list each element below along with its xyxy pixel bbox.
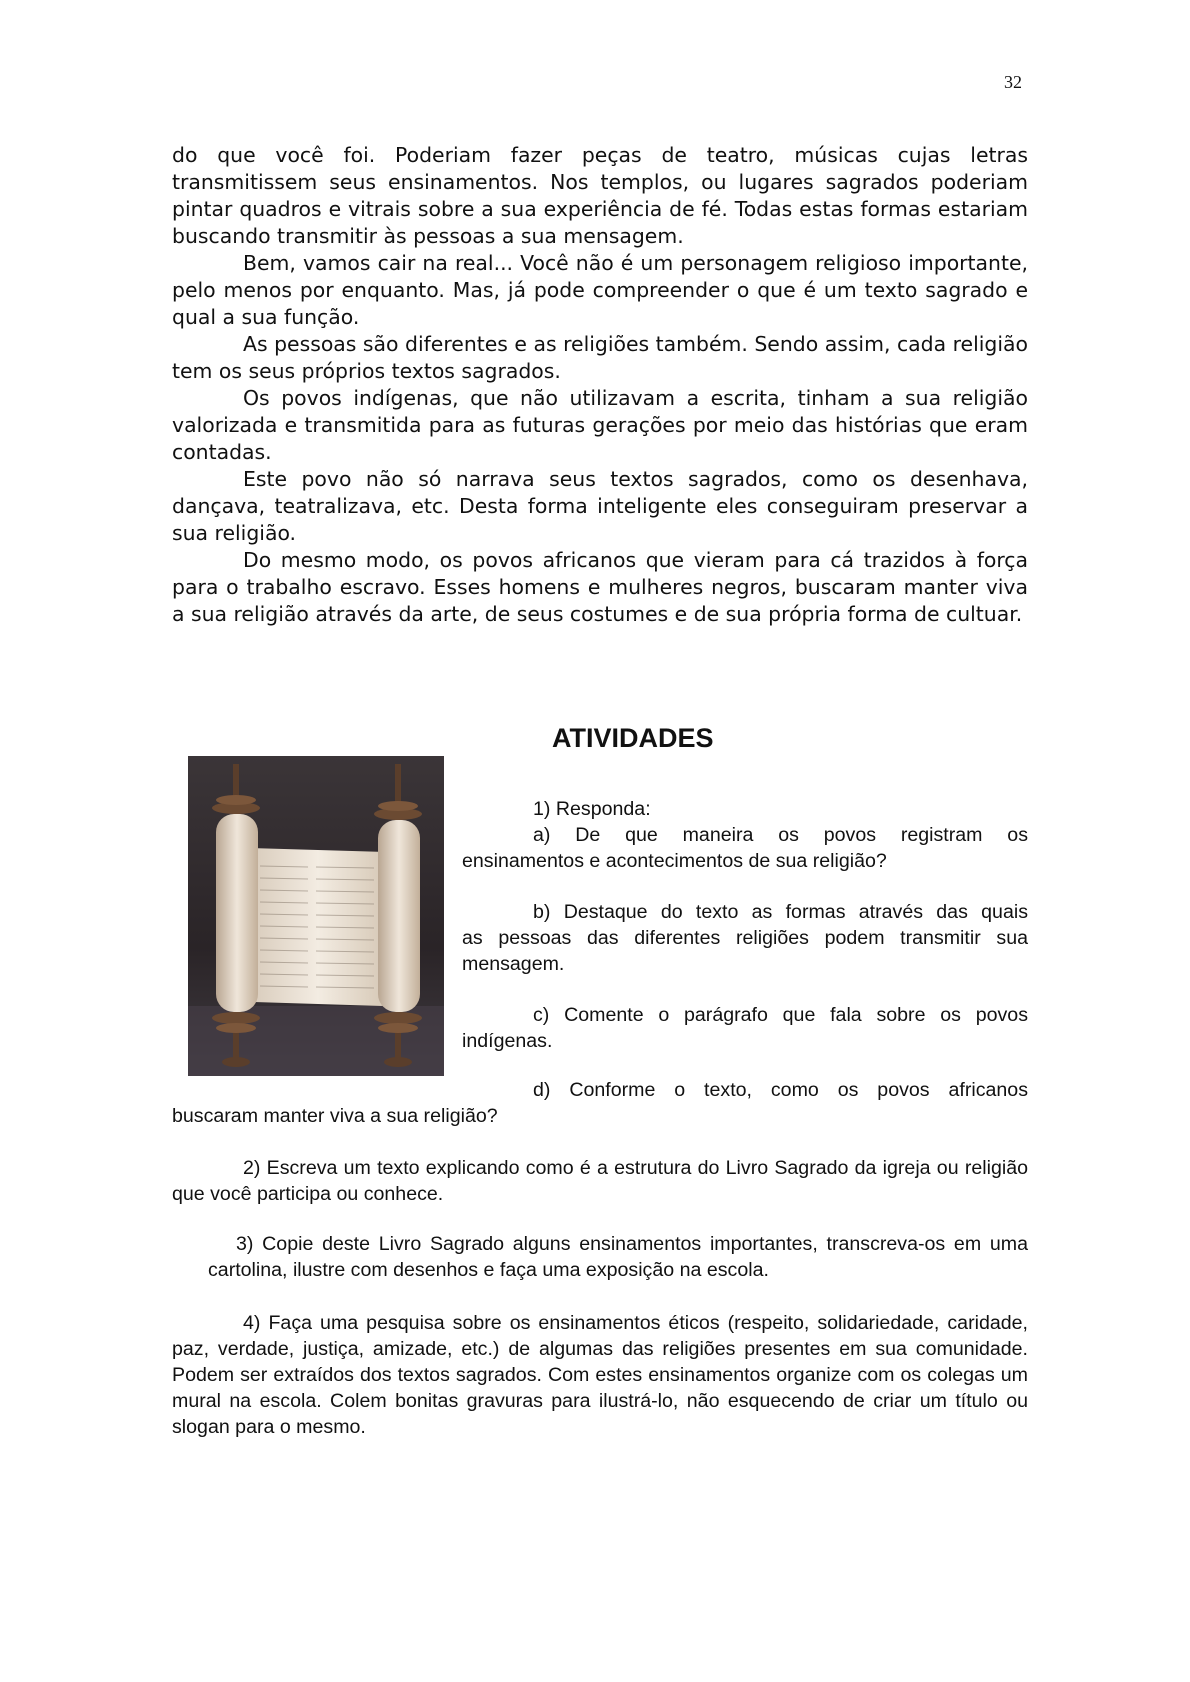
intro-paragraph-5: Este povo não só narrava seus textos sagrados, como os desenhava, dançava, teatralizava, etc. Desta forma inteligente eles conseguiram preservar a sua religião.	[172, 467, 1028, 545]
question-1a-head: a) De que maneira os povos registram os	[533, 824, 1028, 846]
question-4-text: 4) Faça uma pesquisa sobre os ensinamentos éticos (respeito, solidariedade, caridade, paz, verdade, justiça, amizade, etc.) de algumas das religiões presentes em sua comunidade. Podem ser extraídos dos textos sagrados. Com estes ensinamentos organize com os colegas um mural na escola. Colem bonitas gravuras para ilustrá-lo, não esquecendo de criar um título ou slogan para o mesmo.	[172, 1312, 1028, 1438]
question-1c-head: c) Comente o parágrafo que fala sobre os povos	[533, 1004, 1028, 1026]
intro-text	[172, 142, 1028, 628]
question-1c	[462, 1002, 1028, 1054]
question-1b-tail: as pessoas das diferentes religiões podem transmitir sua mensagem.	[462, 927, 1028, 975]
question-1d-head: d) Conforme o texto, como os povos africanos	[533, 1079, 1028, 1101]
question-3	[208, 1231, 1028, 1283]
question-1-lead: 1) Responda:	[533, 798, 651, 820]
intro-paragraph-4: Os povos indígenas, que não utilizavam a escrita, tinham a sua religião valorizada e transmitida para as futuras gerações por meio das histórias que eram contadas.	[172, 386, 1028, 464]
activities-title: ATIVIDADES	[552, 723, 714, 753]
page-number: 32	[1004, 72, 1022, 92]
intro-paragraph-1: do que você foi. Poderiam fazer peças de teatro, músicas cujas letras transmitissem seus ensinamentos. Nos templos, ou lugares sagrados poderiam pintar quadros e vitrais sobre a sua experiência de fé. Todas estas formas estariam buscando transmitir às pessoas a sua mensagem.	[172, 143, 1028, 248]
question-2-text: 2) Escreva um texto explicando como é a estrutura do Livro Sagrado da igreja ou religião que você participa ou conhece.	[172, 1157, 1028, 1205]
question-1d-head-wrap	[533, 1077, 1028, 1103]
intro-paragraph-3: As pessoas são diferentes e as religiões também. Sendo assim, cada religião tem os seus próprios textos sagrados.	[172, 332, 1028, 383]
intro-paragraph-2: Bem, vamos cair na real... Você não é um personagem religioso importante, pelo menos por enquanto. Mas, já pode compreender o que é um texto sagrado e qual a sua função.	[172, 251, 1028, 329]
intro-paragraph-6: Do mesmo modo, os povos africanos que vieram para cá trazidos à força para o trabalho escravo. Esses homens e mulheres negros, buscaram manter viva a sua religião através da arte, de seus costumes e de sua própria forma de cultuar.	[172, 548, 1028, 626]
question-1d-tail: buscaram manter viva a sua religião?	[172, 1105, 498, 1127]
question-1b-head: b) Destaque do texto as formas através das quais	[533, 901, 1028, 923]
question-1b	[462, 899, 1028, 977]
question-1c-tail: indígenas.	[462, 1030, 553, 1052]
question-1a	[462, 822, 1028, 874]
question-2	[172, 1155, 1028, 1207]
question-3-text: 3) Copie deste Livro Sagrado alguns ensinamentos importantes, transcreva-os em uma cartolina, ilustre com desenhos e faça uma exposição na escola.	[208, 1233, 1028, 1281]
question-1a-tail: ensinamentos e acontecimentos de sua religião?	[462, 850, 887, 872]
torah-scroll-image	[188, 756, 444, 1076]
question-4	[172, 1310, 1028, 1440]
